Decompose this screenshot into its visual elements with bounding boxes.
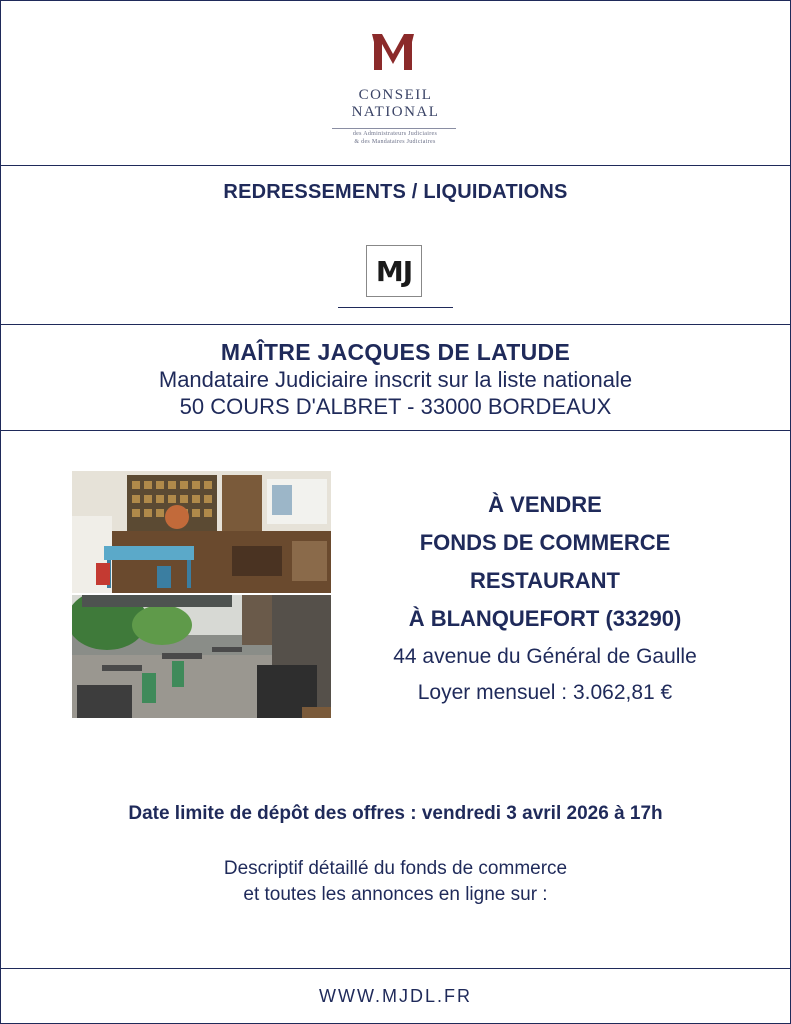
- logo-subline-2: & des Mandataires Judiciaires: [354, 139, 436, 145]
- sale-category: RESTAURANT: [470, 568, 620, 593]
- divider-4: [0, 968, 791, 969]
- mandataire-address: 50 COURS D'ALBRET - 33000 BORDEAUX: [179, 394, 612, 419]
- divider-3: [0, 430, 791, 431]
- mandataire-role: Mandataire Judiciaire inscrit sur la liste nationale: [158, 367, 633, 392]
- divider-1: [0, 165, 791, 166]
- restaurant-interior-photo: [72, 471, 331, 593]
- sale-street: 44 avenue du Général de Gaulle: [393, 645, 697, 668]
- description-line-1: Descriptif détaillé du fonds de commerce: [223, 858, 568, 879]
- mj-logo-text: MJ: [375, 254, 413, 288]
- offer-deadline: Date limite de dépôt des offres : vendredi 3 avril 2026 à 17h: [128, 803, 663, 824]
- sale-rent: Loyer mensuel : 3.062,81 €: [417, 681, 673, 704]
- description-line-2: et toutes les annonces en ligne sur :: [243, 884, 548, 905]
- mj-logo: [366, 245, 422, 297]
- website-link[interactable]: WWW.MJDL.FR: [319, 986, 472, 1006]
- logo-divider: [332, 128, 456, 129]
- section-title: REDRESSEMENTS / LIQUIDATIONS: [223, 181, 568, 203]
- sale-heading: À VENDRE: [488, 492, 602, 517]
- logo-line-1: CONSEIL: [358, 87, 433, 103]
- logo-line-2: NATIONAL: [351, 104, 440, 120]
- sale-location: À BLANQUEFORT (33290): [408, 606, 682, 631]
- mj-logo-underline: [338, 307, 453, 308]
- logo-subline-1: des Administrateurs Judiciaires: [352, 131, 438, 137]
- mandataire-name: MAÎTRE JACQUES DE LATUDE: [220, 339, 571, 365]
- divider-2: [0, 324, 791, 325]
- sale-type: FONDS DE COMMERCE: [419, 530, 671, 555]
- restaurant-terrace-photo: [72, 595, 331, 718]
- conseil-national-logo-icon: [368, 30, 418, 76]
